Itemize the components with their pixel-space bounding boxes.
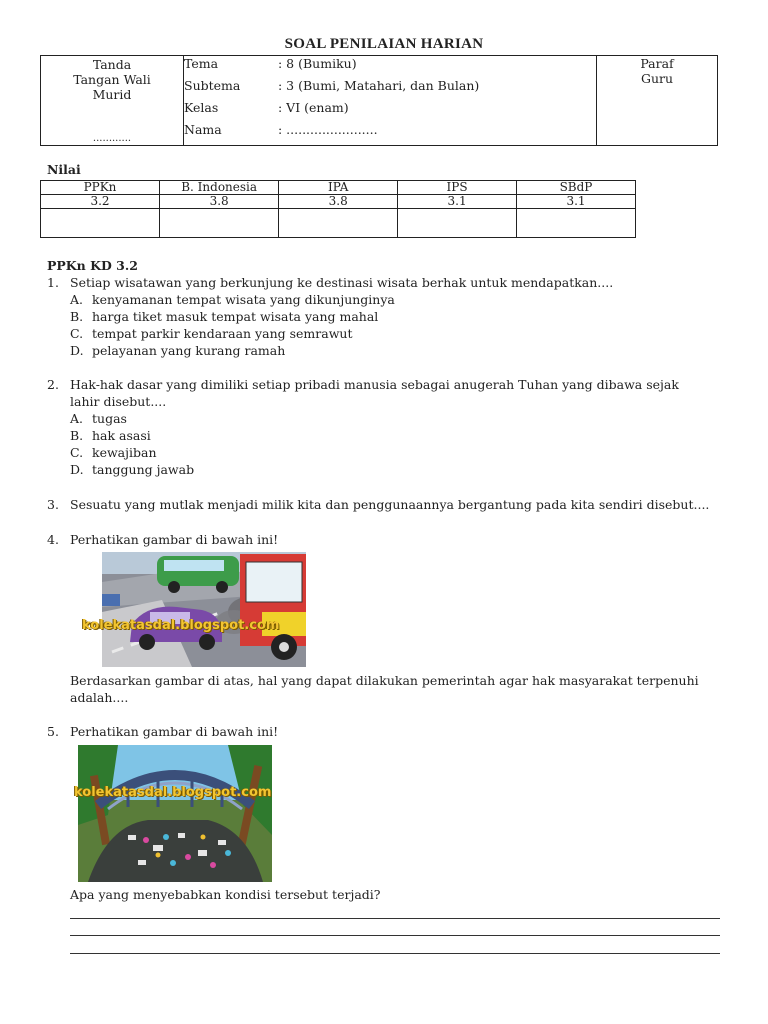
- option-letter: D.: [70, 462, 84, 477]
- paraf-line: Guru: [640, 71, 674, 86]
- option-letter: A.: [70, 411, 84, 426]
- answer-line[interactable]: [70, 918, 720, 919]
- answer-line[interactable]: [70, 935, 720, 936]
- info-row-subtema: [184, 78, 596, 100]
- score-cell[interactable]: [279, 209, 398, 238]
- paraf-line: Paraf: [640, 56, 674, 71]
- kd-cell: 3.8: [279, 195, 398, 209]
- subject-cell: PPKn: [41, 181, 160, 195]
- question-text: Perhatikan gambar di bawah ini!: [70, 724, 279, 739]
- subject-row: [41, 181, 636, 195]
- polluted-river-icon: [78, 745, 272, 882]
- nilai-label: Nilai: [47, 162, 81, 177]
- question-text: lahir disebut....: [70, 394, 167, 409]
- question-text: Setiap wisatawan yang berkunjung ke destinasi wisata berhak untuk mendapatkan....: [70, 275, 614, 290]
- option-letter: C.: [70, 445, 84, 460]
- question-text: Perhatikan gambar di bawah ini!: [70, 532, 279, 547]
- question-text: Apa yang menyebabkan kondisi tersebut terjadi?: [70, 887, 381, 902]
- info-value: : VI (enam): [278, 100, 349, 115]
- student-info-cell: [184, 56, 597, 146]
- traffic-jam-icon: [102, 552, 306, 667]
- option-letter: D.: [70, 343, 84, 358]
- sign-line: Tanda: [92, 57, 132, 72]
- question-number: 3.: [47, 497, 59, 512]
- sign-line: Tangan Wali: [73, 72, 151, 87]
- info-label: Kelas: [184, 100, 219, 115]
- question-text: adalah....: [70, 690, 129, 705]
- info-value: : .......................: [278, 122, 378, 137]
- sign-dots: ............: [92, 133, 132, 144]
- parent-signature-cell: [41, 56, 184, 146]
- question-text: Hak-hak dasar yang dimiliki setiap pribadi manusia sebagai anugerah Tuhan yang dibawa sejak: [70, 377, 679, 392]
- teacher-initial-cell: [597, 56, 718, 146]
- score-cell[interactable]: [41, 209, 160, 238]
- option-text[interactable]: hak asasi: [92, 428, 151, 443]
- option-letter: B.: [70, 428, 84, 443]
- option-letter: A.: [70, 292, 84, 307]
- grades-table: [40, 180, 636, 238]
- option-letter: C.: [70, 326, 84, 341]
- watermark: kolekatasdal.blogspot.com: [82, 618, 280, 633]
- option-letter: B.: [70, 309, 84, 324]
- info-label: Tema: [184, 56, 219, 71]
- score-cell[interactable]: [398, 209, 517, 238]
- option-text[interactable]: pelayanan yang kurang ramah: [92, 343, 286, 358]
- option-text[interactable]: harga tiket masuk tempat wisata yang mahal: [92, 309, 379, 324]
- option-text[interactable]: tempat parkir kendaraan yang semrawut: [92, 326, 353, 341]
- polluted-river-illustration: [74, 745, 272, 882]
- kd-cell: 3.8: [159, 195, 278, 209]
- kd-cell: 3.1: [398, 195, 517, 209]
- info-row-nama: [184, 122, 596, 144]
- option-text[interactable]: kewajiban: [92, 445, 157, 460]
- kd-row: [41, 195, 636, 209]
- info-row-tema: [184, 56, 596, 78]
- subject-cell: SBdP: [516, 181, 635, 195]
- info-label: Subtema: [184, 78, 241, 93]
- option-text[interactable]: tugas: [92, 411, 127, 426]
- question-number: 2.: [47, 377, 59, 392]
- subject-cell: B. Indonesia: [159, 181, 278, 195]
- option-text[interactable]: kenyamanan tempat wisata yang dikunjunginya: [92, 292, 395, 307]
- question-number: 1.: [47, 275, 59, 290]
- question-text: Sesuatu yang mutlak menjadi milik kita dan penggunaannya bergantung pada kita sendiri disebut....: [70, 497, 710, 512]
- watermark: kolekatasdal.blogspot.com: [74, 785, 272, 800]
- score-cell[interactable]: [516, 209, 635, 238]
- sign-line: Murid: [92, 87, 132, 102]
- score-cell[interactable]: [159, 209, 278, 238]
- subject-cell: IPA: [279, 181, 398, 195]
- info-label: Nama: [184, 122, 222, 137]
- question-number: 5.: [47, 724, 59, 739]
- question-text: Berdasarkan gambar di atas, hal yang dapat dilakukan pemerintah agar hak masyarakat terpenuhi: [70, 673, 699, 688]
- info-value: : 8 (Bumiku): [278, 56, 357, 71]
- score-row: [41, 209, 636, 238]
- header-table: [40, 55, 718, 146]
- subject-cell: IPS: [398, 181, 517, 195]
- kd-cell: 3.2: [41, 195, 160, 209]
- answer-line[interactable]: [70, 953, 720, 954]
- page-title: SOAL PENILAIAN HARIAN: [284, 36, 484, 52]
- kd-cell: 3.1: [516, 195, 635, 209]
- question-number: 4.: [47, 532, 59, 547]
- option-text[interactable]: tanggung jawab: [92, 462, 195, 477]
- info-value: : 3 (Bumi, Matahari, dan Bulan): [278, 78, 480, 93]
- section-heading: PPKn KD 3.2: [47, 258, 138, 273]
- info-row-kelas: [184, 100, 596, 122]
- traffic-jam-illustration: [82, 552, 306, 667]
